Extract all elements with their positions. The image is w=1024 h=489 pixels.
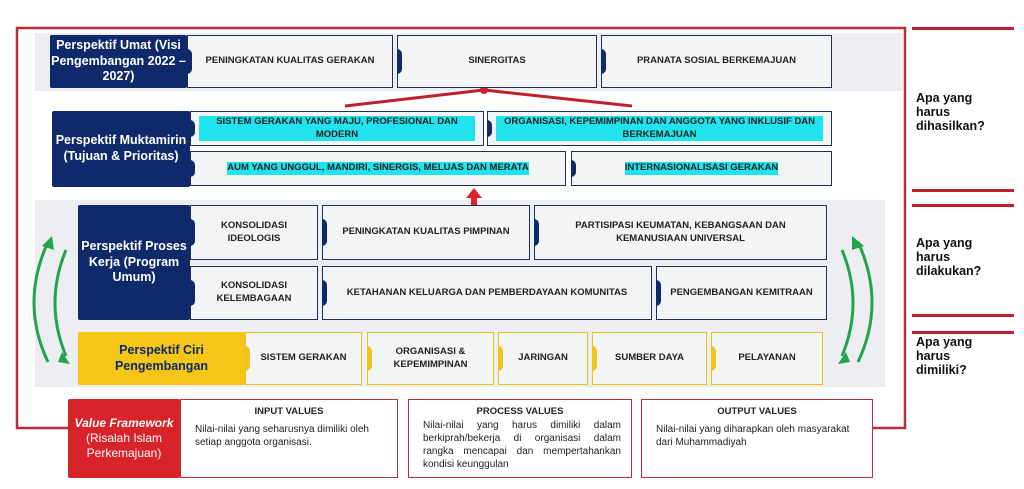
side-question: Apa yang harus dihasilkan?: [916, 91, 985, 133]
box-title: OUTPUT VALUES: [717, 406, 797, 417]
divider: [912, 27, 1014, 30]
side-question: Apa yang harus dimiliki?: [916, 335, 973, 377]
proses-item: PARTISIPASI KEUMATAN, KEBANGSAAN DAN KEMANUSIAAN UNIVERSAL: [534, 205, 827, 260]
item-text: INTERNASIONALISASI GERAKAN: [624, 162, 779, 174]
umat-item: PRANATA SOSIAL BERKEMAJUAN: [601, 35, 832, 88]
proses-item: KETAHANAN KELUARGA DAN PEMBERDAYAAN KOMUNITAS: [322, 266, 652, 320]
proses-item: PENINGKATAN KUALITAS PIMPINAN: [322, 205, 530, 260]
proses-item: KONSOLIDASI IDEOLOGIS: [190, 205, 318, 260]
proses-label: Perspektif Proses Kerja (Program Umum): [78, 205, 190, 320]
value-framework-label: [68, 399, 180, 478]
item-text: AUM YANG UNGGUL, MANDIRI, SINERGIS, MELUAS DAN MERATA: [227, 162, 529, 174]
ciri-label: Perspektif Ciri Pengembangan: [78, 332, 245, 385]
divider: [912, 314, 1014, 317]
input-values-box: [180, 399, 398, 478]
divider: [912, 331, 1014, 334]
item-text: SISTEM GERAKAN YANG MAJU, PROFESIONAL DAN MODERN: [199, 116, 475, 142]
ciri-item: JARINGAN: [498, 332, 588, 385]
muktamirin-item: [571, 151, 832, 186]
divider: [912, 189, 1014, 192]
cycle-arrow-right-outer: [858, 242, 872, 362]
value-framework-title: Value Framework: [74, 416, 174, 430]
umat-item: PENINGKATAN KUALITAS GERAKAN: [187, 35, 393, 88]
box-title: INPUT VALUES: [254, 406, 324, 417]
output-values-box: [641, 399, 873, 478]
box-desc: Nilai-nilai yang diharapkan oleh masyarakat dari Muhammadiyah: [656, 424, 850, 448]
umat-label: Perspektif Umat (Visi Pengembangan 2022 – 2027): [50, 35, 187, 88]
box-title: PROCESS VALUES: [476, 406, 564, 417]
box-desc: Nilai-nilai yang harus dimiliki dalam berkiprah/bekerja di organisasi dalam rangka mencapai dan mempertahankan kondisi keunggulan: [423, 420, 621, 470]
up-arrow-icon: [466, 188, 482, 206]
proses-item: KONSOLIDASI KELEMBAGAAN: [190, 266, 318, 320]
process-values-box: [408, 399, 632, 478]
cycle-arrow-right-inner: [842, 250, 853, 356]
cycle-arrow-left-outer: [34, 242, 48, 362]
side-question: Apa yang harus dilakukan?: [916, 236, 982, 278]
muktamirin-item: [487, 111, 832, 146]
connector-line-right: [484, 90, 632, 106]
ciri-item: ORGANISASI & KEPEMIMPINAN: [367, 332, 494, 385]
muktamirin-item: [190, 151, 566, 186]
divider: [912, 204, 1014, 207]
value-framework-subtitle: (Risalah Islam Perkemajuan): [85, 431, 163, 460]
umat-item: SINERGITAS: [397, 35, 597, 88]
ciri-item: SISTEM GERAKAN: [245, 332, 362, 385]
ciri-item: PELAYANAN: [711, 332, 823, 385]
muktamirin-label: Perspektif Muktamirin (Tujuan & Prioritas): [52, 111, 190, 187]
ciri-item: SUMBER DAYA: [592, 332, 707, 385]
proses-item: PENGEMBANGAN KEMITRAAN: [656, 266, 827, 320]
box-desc: Nilai-nilai yang seharusnya dimiliki oleh setiap anggota organisasi.: [195, 424, 369, 448]
item-text: ORGANISASI, KEPEMIMPINAN DAN ANGGOTA YANG INKLUSIF DAN BERKEMAJUAN: [496, 116, 823, 142]
muktamirin-item: [190, 111, 484, 146]
cycle-arrow-left-inner: [55, 250, 66, 356]
connector-line-left: [345, 90, 484, 106]
